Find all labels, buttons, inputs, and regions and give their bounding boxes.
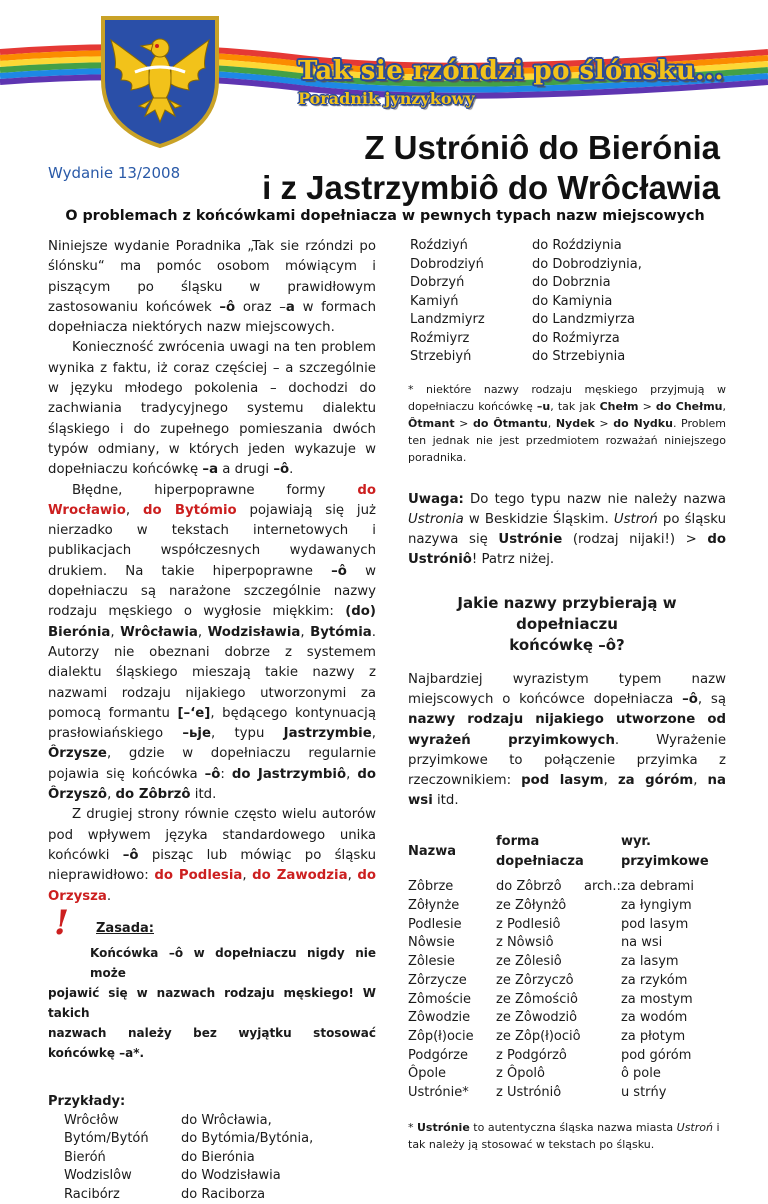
list-item: Dobrodziyń do Dobrodziynia, [410,256,642,272]
table-cell-name: Ustrónie* [408,1085,469,1101]
rule-heading: Zasada: [96,920,154,936]
rule-text: Końcówka –ô w dopełniaczu nigdy nie może pojawić się w nazwach rodzaju męskiego! W takich nazwach należy bez wyjątku stosować końcówkę –a*. [48,946,376,1061]
table-cell-note: arch.: [584,879,621,895]
table-row [408,953,721,972]
table-cell-name: Zômoście [408,991,472,1007]
list-item: Wodzislôw do Wodzisławia [64,1168,281,1184]
table-cell-prep: na wsi [620,935,663,951]
footnote-ustronie: * Ustrónie to autentyczna śląska nazwa miasta Ustroń i tak należy ją stosować w tekstach po śląsku. [408,1120,720,1151]
table-cell-name: Nôwsie [408,935,455,951]
table-cell-gen: z Podlesiô [496,916,561,932]
paragraph-intro: Niniejsze wydanie Poradnika „Tak sie rzóndzi po ślónsku“ ma pomóc osobom mówiącym i piszącym po śląsku w prawidłowym zastosowaniu końcówek –ô oraz –a w formach dopełniacza niektórych nazw miejscowych. [48,239,376,336]
table-cell-note [584,972,621,991]
table-cell-note [584,897,621,916]
table-cell-prep: za łyngiym [620,898,692,914]
table-cell-gen: ze Zôlesiô [496,954,562,970]
brand-title: Tak sie rzóndzi po ślónsku... [298,56,725,86]
list-item: Roźmiyrz do Roźmiyrza [410,330,620,346]
table-cell-prep: za debrami [620,879,694,895]
table-cell-gen: z Ôpolô [496,1066,545,1082]
table-cell-prep: za wodóm [620,1010,688,1026]
brand-subtitle: Poradnik jynzykowy [298,89,475,108]
list-item: Dobrzyń do Dobrznia [410,275,611,290]
left-column [48,237,376,1204]
table-header-row: Nazwa forma dopełniacza wyr. przyimkowe [408,833,709,870]
table-cell-note [584,934,621,953]
table-cell-prep: pod góróm [620,1047,692,1063]
table-cell-gen: z Nôwsiô [496,935,554,951]
table-cell-name: Zôrzycze [408,972,467,988]
table-cell-prep: u strńy [620,1085,667,1101]
list-item: Bytóm/Bytóń do Bytómia/Bytónia, [64,1131,314,1147]
city-list [408,237,726,367]
table-cell-name: Podlesie [408,916,462,932]
right-column [408,237,726,1153]
table-row [408,1009,721,1028]
table-cell-gen: z Ustróniô [496,1085,562,1101]
paragraph-problem: Konieczność zwrócenia uwagi na ten problem wynika z faktu, iż coraz częściej – a szczególnie w języku młodego pokolenia – dochodzi do zachwiania tradycyjnego systemu dialektu śląskiego i do zupełnego pomieszania dwóch typów odmiany, w których jeden wykazuje w dopełniaczu końcówkę –a a drugi –ô. [48,340,376,478]
table-cell-prep: ô pole [620,1066,661,1082]
table-cell-name: Zôp(ł)ocie [408,1028,474,1044]
table-row [408,1065,721,1084]
warning-paragraph: Uwaga: Do tego typu nazw nie należy nazwa Ustronia w Beskidzie Śląskim. Ustroń po śląsku nazywa się Ustrónie (rodzaj nijaki!) > do Ustróniô! Patrz niżej. [408,491,726,568]
table-cell-name: Zôłynże [408,898,460,914]
list-item: Racibórz do Raciborza [64,1186,266,1202]
table-row [408,1028,721,1047]
table-cell-note [584,1009,621,1028]
examples-heading: Przykłady: [48,1094,126,1110]
exclamation-icon: ! [54,902,69,943]
table-row [408,972,721,991]
section-heading: Jakie nazwy przybierają w dopełniaczu końcówkę –ô? [457,593,677,654]
rule-box [48,902,376,1063]
table-cell-name: Zôlesie [408,954,455,970]
table-row [408,897,721,916]
paragraph-errors: Błędne, hiperpoprawne formy do Wrocławio, do Bytómio pojawiają się już nierzadko w tekstach internetowych i publikacjach współczesnych wydawanych drukiem. Na takie hiperpoprawne –ô w dopełniaczu są narażone szczególnie nazwy rodzaju męskiego o wygłosie miękkim: (do) Bierónia, Wrôcławia, Wodzisławia, Bytómia. Autorzy nie obeznani dobrze z systemem dialektu śląskiego mieszają takie nazwy z nazwami rodzaju nijakiego utworzonymi za pomocą formantu [–‘e], będącego kontynuacją prasłowiańskiego –ьje, typu Jastrzymbie, Ôrzysze, gdzie w dopełniaczu regularnie pojawia się końcówka –ô: do Jastrzymbiô, do Ôrzyszô, do Zôbrzô itd. [48,482,376,803]
list-item: Bieróń do Bierónia [64,1149,255,1165]
table-cell-gen: ze Zôwodziô [496,1010,578,1026]
table-row [408,991,721,1010]
table-cell-note [584,1047,621,1066]
table-cell-gen: do Zôbrzô [496,879,562,895]
table-cell-note [584,953,621,972]
list-item: Landzmiyrz do Landzmiyrza [410,312,635,327]
table-cell-prep: za rzykóm [620,972,688,988]
table-cell-gen: ze Zômościô [496,991,578,1007]
table-cell-gen: z Podgórzô [496,1047,567,1063]
paragraph-opposite: Z drugiej strony równie często wielu autorów pod wpływem języka standardowego unika końcówki –ô pisząc lub mówiąc po śląsku nieprawidłowo: do Podlesia, do Zawodzia, do Orzysza. [48,807,377,904]
section-paragraph: Najbardziej wyrazistym typem nazw miejscowych o końcówce dopełniacza –ô, są nazwy rodzaju nijakiego utworzone od wyrażeń przyimkowych. Wyrażenie przyimkowe to połączenie przyimka z rzeczownikiem: pod lasym, za góróm, na wsi itd. [408,671,726,809]
table-cell-note [584,1028,621,1047]
list-item: Strzebiyń do Strzebiynia [410,349,626,364]
table-cell-prep: pod lasym [620,916,689,932]
table-cell-prep: za lasym [620,954,679,970]
table-cell-name: Zôbrze [408,879,454,895]
examples-list [48,1093,376,1204]
table-cell-gen: ze Zôp(ł)ociô [496,1028,581,1044]
list-item: Kamiyń do Kamiynia [410,293,613,309]
table-cell-gen: ze Zôrzyczô [496,972,574,988]
table-cell-gen: ze Zôłynżô [496,898,567,914]
genitive-forms-table [408,832,721,1103]
title-line-2: i z Jastrzymbiô do Wrôcławia [262,169,720,206]
table-cell-prep: za płotym [620,1028,686,1044]
table-cell-note [584,916,621,935]
page-subtitle: O problemach z końcówkami dopełniacza w pewnych typach nazw miejscowych [65,208,705,224]
table-row [408,1047,721,1066]
table-cell-note [584,1065,621,1084]
title-line-1: Z Ustróniô do Bierónia [364,129,720,166]
table-cell-name: Podgórze [408,1047,468,1063]
table-cell-note [584,1084,621,1103]
table-cell-name: Zôwodzie [408,1010,471,1026]
footnote-u-ending: * niektóre nazwy rodzaju męskiego przyjmują w dopełniaczu końcówkę –u, tak jak Chełm > do Chełmu, Ôtmant > do Ôtmantu, Nydek > do Nydku. Problem ten jednak nie jest przedmiotem rozważań niniejszego poradnika. [408,382,727,464]
table-row [408,916,721,935]
edition-label: Wydanie 13/2008 [48,164,181,182]
table-row [408,1084,721,1103]
list-item: Roździyń do Roździynia [410,238,622,253]
table-cell-prep: za mostym [620,991,693,1007]
table-cell-name: Ôpole [408,1066,447,1082]
list-item: Wrôcłôw do Wrôcławia, [64,1112,272,1128]
table-row [408,878,721,897]
page-title [160,128,720,208]
table-row [408,934,721,953]
table-cell-note [584,991,621,1010]
